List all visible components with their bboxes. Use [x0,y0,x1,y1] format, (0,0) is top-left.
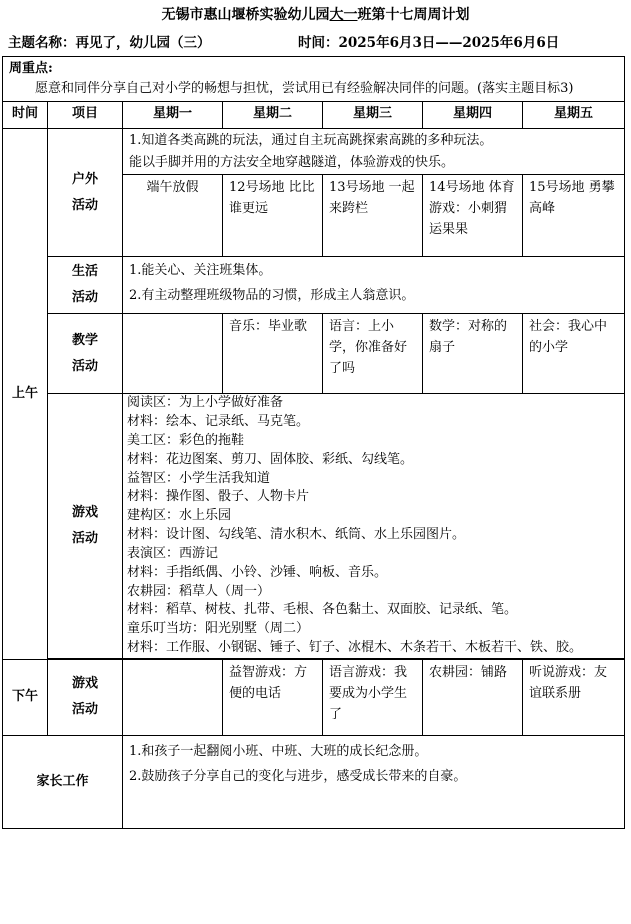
games-line: 童乐叮当坊：阳光别墅（周二） [127,621,310,637]
teaching-monday [123,314,223,394]
outdoor-label-2: 活动 [71,197,98,213]
outdoor-monday: 端午放假 [123,175,223,257]
games-line: 农耕园：稻草人（周一） [127,583,271,599]
col-time: 时间 [3,102,48,129]
outdoor-goal-row [3,129,625,175]
plan-meta [8,31,623,51]
outdoor-label-1: 户外 [71,171,98,187]
outdoor-tuesday: 12号场地 比比谁更远 [223,175,323,257]
games-line: 美工区：彩色的拖鞋 [127,432,245,448]
parents-row [3,735,625,828]
life-label [48,257,123,314]
games-line: 材料：绘本、记录纸、马克笔。 [127,414,310,429]
teaching-label [48,314,123,394]
afternoon-friday: 听说游戏：友谊联系册 [523,659,625,735]
parents-line-2: 2.鼓励孩子分享自己的变化与进步，感受成长带来的自豪。 [129,768,467,784]
class-name: 大一 [329,7,358,23]
games-line: 材料：花边图案、剪刀、固体胶、彩纸、勾线笔。 [127,451,414,467]
parents-label: 家长工作 [3,735,123,828]
col-monday: 星期一 [123,102,223,129]
outdoor-friday: 15号场地 勇攀高峰 [523,175,625,257]
focus-label: 周重点: [9,61,53,76]
teaching-thursday: 数学：对称的扇子 [423,314,523,394]
afternoon-games-label-1: 游戏 [71,676,98,692]
life-row [3,257,625,314]
life-label-2: 活动 [71,290,98,306]
games-label-2: 活动 [71,531,98,547]
outdoor-goal-1: 1.知道各类高跳的玩法，通过自主玩高跳探索高跳的多种玩法。 [129,133,493,149]
life-label-1: 生活 [71,264,98,280]
plan-title [0,4,631,24]
teaching-tuesday: 音乐：毕业歌 [223,314,323,394]
games-line: 表演区：西游记 [127,545,219,561]
life-line-2: 2.有主动整理班级物品的习惯，形成主人翁意识。 [129,287,415,303]
afternoon-thursday: 农耕园：铺路 [423,659,523,735]
teaching-row [3,314,625,394]
col-wednesday: 星期三 [323,102,423,129]
col-tuesday: 星期二 [223,102,323,129]
column-header-row [3,102,625,129]
outdoor-wednesday: 13号场地 一起来跨栏 [323,175,423,257]
afternoon-tuesday: 益智游戏：方便的电话 [223,659,323,735]
weekly-plan-table [2,56,625,829]
outdoor-thursday: 14号场地 体育游戏：小刺猬运果果 [423,175,523,257]
col-thursday: 星期四 [423,102,523,129]
teaching-friday: 社会：我心中的小学 [523,314,625,394]
col-friday: 星期五 [523,102,625,129]
afternoon-row [3,659,625,735]
games-line: 材料：手指纸偶、小铃、沙锤、响板、音乐。 [127,564,388,580]
parents-line-1: 1.和孩子一起翻阅小班、中班、大班的成长纪念册。 [129,743,428,759]
games-line: 材料：稻草、树枝、扎带、毛根、各色黏土、双面胶、记录纸、笔。 [127,602,518,618]
afternoon-wednesday: 语言游戏：我要成为小学生了 [323,659,423,735]
games-line: 材料：操作图、骰子、人物卡片 [127,489,310,505]
games-line: 建构区：水上乐园 [127,508,232,524]
life-line-1: 1.能关心、关注班集体。 [129,263,272,279]
games-line: 材料：设计图、勾线笔、清水积木、纸筒、水上乐园图片。 [127,527,466,543]
morning-label: 上午 [3,129,48,660]
teaching-label-2: 活动 [71,358,98,374]
kindergarten-name: 无锡市惠山堰桥实验幼儿园 [161,7,330,23]
focus-text: 愿意和同伴分享自己对小学的畅想与担忧，尝试用已有经验解决同伴的问题。(落实主题目标3) [35,81,574,97]
teaching-wednesday: 语言：上小学，你准备好了吗 [323,314,423,394]
title-suffix: 班第十七周周计划 [357,7,470,23]
col-item: 项目 [48,102,123,129]
games-line: 益智区：小学生活我知道 [127,470,271,486]
afternoon-monday [123,659,223,735]
focus-row [3,57,625,102]
teaching-label-1: 教学 [71,332,98,348]
games-row [3,394,625,659]
afternoon-games-label-2: 活动 [71,702,98,718]
games-label [48,394,123,659]
games-line: 材料：工作服、小钢锯、锤子、钉子、冰棍木、木条若干、木板若干、铁、胶。 [127,640,583,656]
games-line: 阅读区：为上小学做好准备 [127,395,284,411]
afternoon-label: 下午 [3,659,48,735]
outdoor-label [48,129,123,257]
afternoon-games-label [48,659,123,735]
outdoor-goal-2: 能以手脚并用的方法安全地穿越隧道，体验游戏的快乐。 [129,154,455,170]
theme-name: 主题名称：再见了，幼儿园（三） [8,35,211,51]
date-range: 时间：2025年6月3日——2025年6月6日 [298,35,560,51]
games-content [123,394,625,659]
games-label-1: 游戏 [71,505,98,521]
